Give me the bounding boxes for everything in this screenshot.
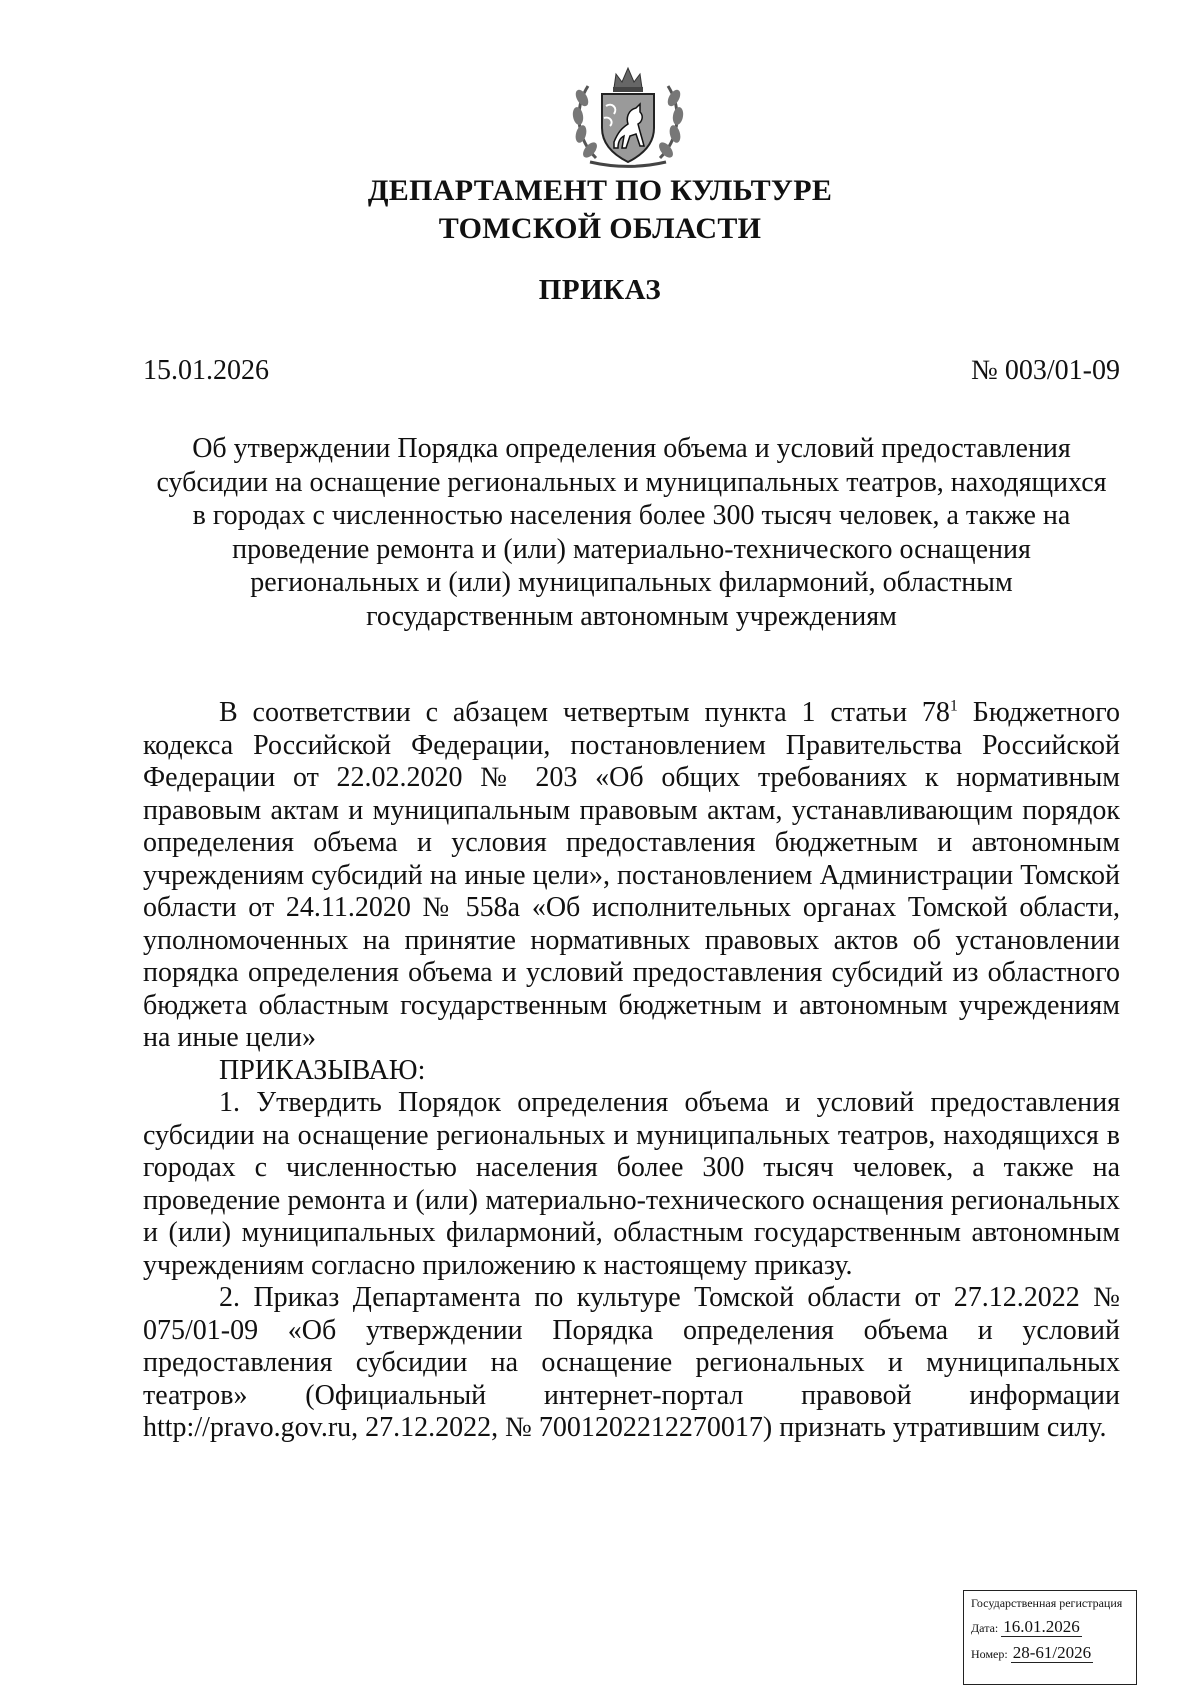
stamp-date-label: Дата: bbox=[971, 1621, 999, 1635]
doc-type-heading: ПРИКАЗ bbox=[538, 274, 662, 306]
order-body bbox=[143, 697, 1120, 1445]
department-title bbox=[0, 172, 1200, 248]
stamp-number-row bbox=[971, 1643, 1129, 1663]
stamp-number-value: 28-61/2026 bbox=[1012, 1643, 1092, 1662]
subject-line: Об утверждении Порядка определения объема и условий предоставления bbox=[192, 433, 1071, 464]
subject-line: субсидии на оснащение региональных и муниципальных театров, находящихся bbox=[156, 466, 1107, 498]
registration-stamp bbox=[963, 1590, 1137, 1685]
stamp-date-row bbox=[971, 1617, 1129, 1637]
stamp-number-label: Номер: bbox=[971, 1647, 1008, 1661]
preamble-text-end: Бюджетного кодекса Российской Федерации, постановлением Правительства Российской Федерации от 22.02.2020 № 203 «Об общих требованиях к нормативным правовым актам и муниципальным правовым актам, устанавливающим порядок определения объема и условия предоставления бюджетным и автономным учреждениям субсидий на иные цели», постановлением Администрации Томской области от 24.11.2020 № 558а «Об исполнительных органах Томской области, уполномоченных на принятие нормативных правовых актов об установлении порядка определения объема и условий предоставления субсидий из областного бюджета областным государственным бюджетным и автономным учреждениям на иные цели» bbox=[143, 697, 1120, 1053]
order-number: № 003/01-09 bbox=[971, 355, 1120, 386]
order-word: ПРИКАЗЫВАЮ: bbox=[219, 1054, 426, 1086]
stamp-date-value: 16.01.2026 bbox=[1003, 1617, 1080, 1636]
order-item-1: 1. Утвердить Порядок определения объема и условий предоставления субсидии на оснащение региональных и муниципальных театров, находящихся в городах с численностью населения более 300 тысяч человек, а также на проведение ремонта и (или) материально-технического оснащения региональных и (или) муниципальных филармоний, областным государственным автономным учреждениям согласно приложению к настоящему приказу. bbox=[143, 1087, 1120, 1281]
department-line-1: ДЕПАРТАМЕНТ ПО КУЛЬТУРЕ bbox=[367, 174, 833, 207]
order-item-2: 2. Приказ Департамента по культуре Томской области от 27.12.2022 № 075/01-09 «Об утверждении Порядка определения объема и условий предоставления субсидии на оснащение региональных и муниципальных театров» (Официальный интернет-портал правовой информации http://pravo.gov.ru, 27.12.2022, № 7001202212270017) признать утратившим силу. bbox=[143, 1282, 1120, 1443]
department-line-2: ТОМСКОЙ ОБЛАСТИ bbox=[438, 212, 762, 245]
article-superscript: 1 bbox=[949, 697, 958, 715]
subject-line: в городах с численностью населения более 300 тысяч человек, а также на bbox=[192, 500, 1071, 531]
order-date: 15.01.2026 bbox=[143, 355, 269, 386]
coat-of-arms-emblem bbox=[566, 58, 690, 168]
subject-line: региональных и (или) муниципальных филармоний, областным bbox=[250, 567, 1013, 598]
subject-line: проведение ремонта и (или) материально-технического оснащения bbox=[232, 533, 1031, 565]
subject-line: государственным автономным учреждениям bbox=[366, 600, 897, 632]
order-subject bbox=[143, 432, 1120, 633]
stamp-title: Государственная регистрация bbox=[971, 1596, 1123, 1610]
preamble-paragraph bbox=[143, 697, 1120, 1055]
preamble-text-start: В соответствии с абзацем четвертым пункта 1 статьи 78 bbox=[219, 697, 950, 728]
